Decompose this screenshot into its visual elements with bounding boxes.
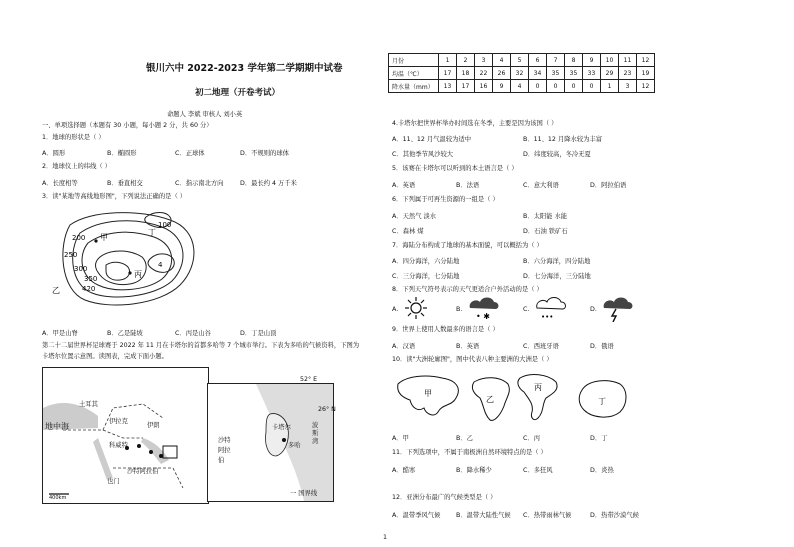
passage-line-2: 卡塔尔位置示意图。读图表，完成下面小题。: [42, 353, 168, 360]
question-11-option-b[interactable]: B．降水稀少: [456, 467, 492, 474]
label-ding: 丁: [598, 397, 606, 406]
question-10-option-a[interactable]: A．甲: [392, 435, 409, 442]
americas-outline: [516, 372, 566, 424]
table-cell: 34: [529, 67, 547, 80]
question-4-option-d[interactable]: D．纬度较高，冬冷无夏: [523, 151, 591, 158]
table-cell: 19: [637, 67, 655, 80]
table-cell: 1: [601, 80, 619, 93]
table-cell: 16: [475, 80, 493, 93]
point-bing: [128, 271, 131, 274]
table-cell: 1: [439, 54, 457, 67]
table-cell: 0: [529, 80, 547, 93]
page-number: 1: [383, 534, 388, 541]
question-7-option-d[interactable]: D．七分海洋，三分陆地: [523, 273, 591, 280]
section-heading: 一、单项选择题（本题有 30 小题，每小题 2 分，共 60 分）: [42, 122, 213, 129]
question-4-option-b[interactable]: B．11、12 月降水较为丰富: [523, 136, 603, 143]
exam-subtitle: 初二地理（开卷考试）: [195, 88, 281, 98]
question-10-stem: 10．读"大洲轮廓图"，图中代表八种主要洲的大洲是（ ）: [392, 356, 553, 363]
point-jia: [94, 239, 97, 242]
city-dot: [137, 444, 141, 448]
table-cell: 32: [511, 67, 529, 80]
label-iran: 伊朗: [147, 422, 160, 429]
table-cell: 0: [565, 80, 583, 93]
question-9-stem: 9．世界上使用人数最多的语言是（ ）: [392, 326, 499, 333]
table-cell: 4: [511, 80, 529, 93]
table-cell: 17: [457, 80, 475, 93]
row-label-temp: 均温（℃）: [389, 67, 439, 80]
question-3-option-a[interactable]: A．甲是山脊: [42, 330, 78, 337]
table-cell: 0: [583, 80, 601, 93]
table-cell: 22: [475, 67, 493, 80]
label-latitude: 26° N: [318, 406, 336, 413]
table-cell: 13: [439, 80, 457, 93]
table-cell: 3: [619, 80, 637, 93]
question-1-option-c[interactable]: C．正球体: [175, 150, 205, 157]
qatar-peninsula: [265, 414, 288, 456]
question-10-option-d[interactable]: D．丁: [590, 435, 608, 442]
label-yemen: 也门: [107, 478, 120, 485]
label-qatar: 卡塔尔: [272, 424, 291, 431]
question-10-option-b[interactable]: B．乙: [456, 435, 473, 442]
question-6-option-b[interactable]: B．太阳能 水能: [523, 213, 568, 220]
svg-text:•••: •••: [541, 313, 554, 321]
svg-text:• ✱: • ✱: [476, 312, 490, 321]
question-12-option-b[interactable]: B．温带大陆性气候: [456, 512, 511, 519]
label-ding: 丁: [148, 228, 156, 237]
question-11-option-d[interactable]: D．炎热: [590, 467, 614, 474]
question-7-option-a[interactable]: A．四分海洋，六分陆地: [392, 258, 460, 265]
label-4: 4: [158, 261, 163, 269]
table-cell: 26: [493, 67, 511, 80]
table-cell: 29: [601, 67, 619, 80]
legend-border: 一 国界线: [290, 490, 318, 497]
question-6-stem: 6．下列属于可再生资源的一组是（ ）: [392, 196, 499, 203]
question-2-option-c[interactable]: C．指示南北方向: [175, 180, 224, 187]
table-cell: 9: [493, 80, 511, 93]
inset-map: [207, 383, 334, 502]
question-3-option-b[interactable]: B．乙是陡坡: [107, 330, 143, 337]
question-11-option-a[interactable]: A．酷寒: [392, 467, 416, 474]
table-cell: 6: [529, 54, 547, 67]
label-jia: 甲: [424, 389, 432, 398]
contour-label-300: 300: [74, 265, 88, 273]
contour-label-350: 350: [84, 275, 98, 283]
persian-gulf: [141, 438, 169, 464]
table-cell: 8: [565, 54, 583, 67]
label-mediterranean: 地中海: [45, 422, 69, 431]
question-4-option-a[interactable]: A．11、12 月气温较为适中: [392, 136, 472, 143]
label-doha: 多哈: [288, 442, 301, 449]
label-scale: 400km: [49, 495, 67, 501]
question-11-option-c[interactable]: C．多狂风: [523, 467, 553, 474]
question-3-stem: 3．读"某地等高线地形图"，下列说法正确的是（ ）: [42, 193, 187, 200]
question-12-option-a[interactable]: A．温带季风气候: [392, 512, 441, 519]
question-2-stem: 2．地球仪上的纬线（ ）: [42, 163, 111, 170]
table-cell: 11: [619, 54, 637, 67]
label-jia: 甲: [100, 233, 108, 242]
table-cell: 35: [565, 67, 583, 80]
question-1-option-d[interactable]: D．不规则的球体: [240, 150, 289, 157]
label-yi: 乙: [52, 286, 60, 295]
question-3-option-c[interactable]: C．丙是山谷: [175, 330, 211, 337]
sunny-icon: [404, 296, 428, 320]
label-yi: 乙: [486, 395, 494, 404]
question-9-option-b[interactable]: B．英语: [456, 343, 480, 350]
table-cell: 17: [439, 67, 457, 80]
contour-line: [106, 262, 130, 280]
table-row: [389, 67, 655, 80]
question-5-option-a[interactable]: A．英语: [392, 182, 416, 189]
city-dot: [159, 454, 163, 458]
question-3-option-d[interactable]: D．丁是山顶: [240, 330, 277, 337]
table-cell: 0: [547, 80, 565, 93]
border-line: [63, 430, 143, 438]
label-bing: 丙: [134, 270, 142, 279]
label-iraq: 伊拉克: [109, 418, 128, 425]
contour-label-100: 100: [158, 221, 172, 229]
antarctica-outline: [576, 376, 630, 420]
question-6-option-a[interactable]: A．天然气 淡水: [392, 213, 437, 220]
climate-table: [388, 53, 655, 93]
eurasia-outline: [396, 372, 462, 422]
table-cell: 23: [619, 67, 637, 80]
question-6-option-d[interactable]: D．石油 铁矿石: [523, 228, 568, 235]
question-8-stem: 8．下列天气符号表示的天气更适合户外活动的是（ ）: [392, 286, 543, 293]
thunderstorm-icon: [600, 294, 634, 322]
contour-label-250: 250: [64, 251, 78, 259]
question-9-option-a[interactable]: A．汉语: [392, 343, 416, 350]
question-8-option-d[interactable]: D.: [590, 306, 597, 313]
table-cell: 10: [601, 54, 619, 67]
question-8-option-a[interactable]: A.: [392, 306, 399, 313]
question-9-option-c[interactable]: C．西班牙语: [523, 343, 559, 350]
question-5-option-c[interactable]: C．意大利语: [523, 182, 559, 189]
label-saudi: 沙特阿拉伯: [127, 468, 159, 475]
question-12-stem: 12．亚洲分布最广的气候类型是（ ）: [392, 494, 497, 501]
table-cell: 12: [637, 80, 655, 93]
region-map: [42, 367, 209, 504]
question-6-option-c[interactable]: C．森林 煤: [392, 228, 424, 235]
question-4-stem: 4.卡塔尔把世界杯举办时间选在冬季，主要是因为该国（ ）: [392, 120, 558, 127]
table-cell: 35: [547, 67, 565, 80]
contour-label-420: 420: [82, 285, 96, 293]
question-5-option-b[interactable]: B．法语: [456, 182, 480, 189]
passage-line-1: 第二十二届世界杯足球赛于 2022 年 11 月在卡塔尔的首都多哈等 7 个城市举行。下表为多哈的气候资料，下图为: [42, 342, 360, 349]
question-11-stem: 11．下列选项中，不属于南极洲自然环境特点的是（ ）: [392, 449, 547, 456]
question-12-option-c[interactable]: C．热带雨林气候: [523, 512, 572, 519]
label-bing: 丙: [534, 383, 542, 392]
label-inset-saudi: 沙特阿拉伯: [218, 437, 231, 464]
exam-staff: 命题人 李斌 审核人 刘小英: [167, 111, 243, 118]
question-4-option-c[interactable]: C．其他季节风沙较大: [392, 151, 454, 158]
label-longitude: 52° E: [300, 376, 318, 383]
question-2-option-b[interactable]: B．垂直相交: [107, 180, 143, 187]
question-2-option-d[interactable]: D．最长约 4 万千米: [240, 180, 297, 187]
table-cell: 18: [457, 67, 475, 80]
contour-map: [50, 205, 210, 315]
doha-dot: [282, 438, 286, 442]
question-7-stem: 7．海陆分布构成了地球的基本面貌，可以概括为（ ）: [392, 242, 543, 249]
table-cell: 5: [511, 54, 529, 67]
contour-label-200: 200: [72, 234, 86, 242]
table-row: [389, 54, 655, 67]
question-5-option-d[interactable]: D．阿拉伯语: [590, 182, 627, 189]
question-8-option-b[interactable]: B.: [456, 306, 463, 313]
question-8-option-c[interactable]: C.: [523, 306, 530, 313]
label-kuwait: 科威特: [109, 442, 128, 449]
sleet-icon: [466, 294, 500, 322]
question-5-stem: 5．该赛在卡塔尔可以听到的本土语言是（ ）: [392, 165, 518, 172]
table-cell: 4: [493, 54, 511, 67]
table-cell: 3: [475, 54, 493, 67]
label-turkey: 土耳其: [79, 401, 98, 408]
city-dot: [149, 450, 153, 454]
region-map-svg: [43, 368, 208, 503]
rain-icon: [533, 294, 567, 322]
question-1-stem: 1．地球的形状是（ ）: [42, 134, 105, 141]
table-cell: 2: [457, 54, 475, 67]
table-cell: 7: [547, 54, 565, 67]
question-1-option-a[interactable]: A．圆形: [42, 150, 66, 157]
table-cell: 9: [583, 54, 601, 67]
table-cell: 33: [583, 67, 601, 80]
question-10-option-c[interactable]: C．丙: [523, 435, 540, 442]
question-12-option-d[interactable]: D．热带沙漠气候: [590, 512, 639, 519]
question-7-option-b[interactable]: B．六分海洋，四分陆地: [523, 258, 591, 265]
question-9-option-d[interactable]: D．俄语: [590, 343, 614, 350]
question-7-option-c[interactable]: C．三分海洋，七分陆地: [392, 273, 460, 280]
row-label-precip: 降水量（mm）: [389, 80, 439, 93]
africa-outline: [470, 374, 514, 424]
row-label-month: 月份: [389, 54, 439, 67]
table-row: [389, 80, 655, 93]
question-1-option-b[interactable]: B．椭圆形: [107, 150, 137, 157]
label-gulf: 波斯湾: [312, 422, 319, 445]
table-cell: 12: [637, 54, 655, 67]
question-2-option-a[interactable]: A．长度相等: [42, 180, 78, 187]
exam-title: 银川六中 2022-2023 学年第二学期期中试卷: [146, 63, 343, 74]
